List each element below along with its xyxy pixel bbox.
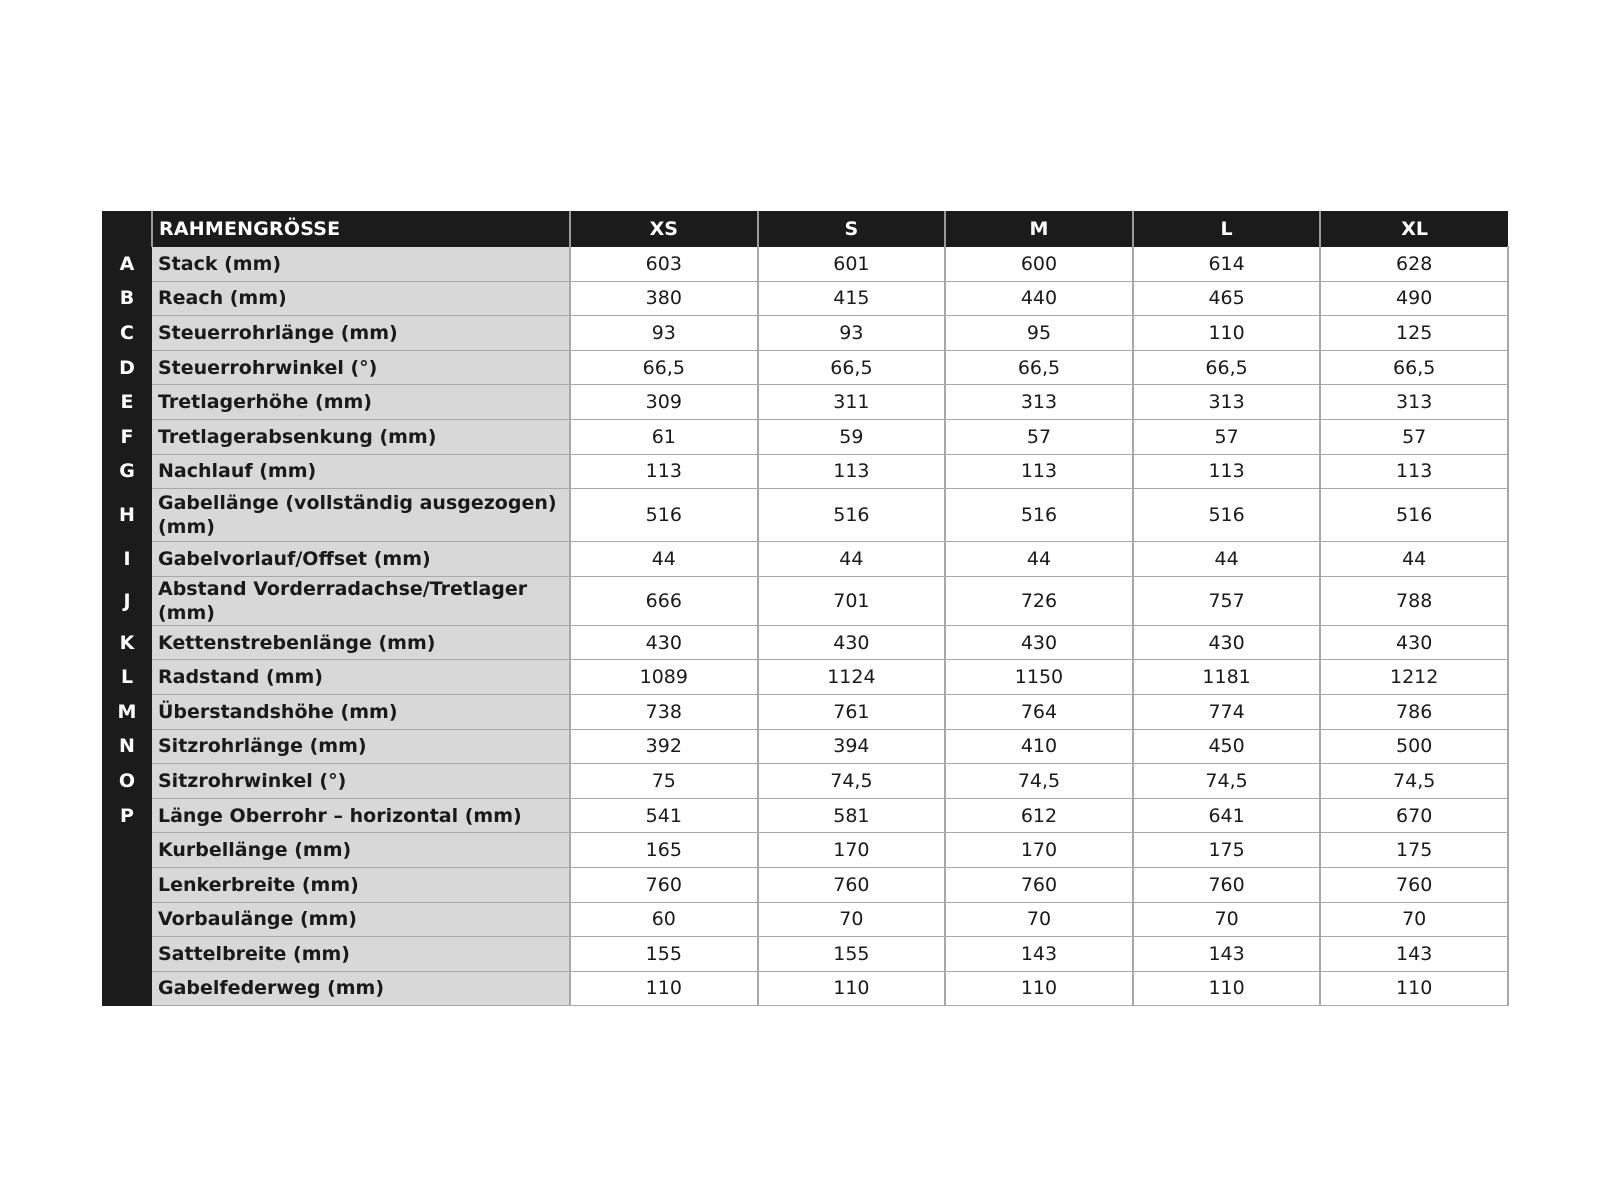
value-cell-l: 110	[1133, 316, 1321, 351]
value-cell-m: 74,5	[945, 764, 1133, 799]
table-row	[102, 419, 1508, 454]
value-cell-xl: 44	[1320, 542, 1508, 577]
row-letter: D	[102, 350, 152, 385]
table-row	[102, 385, 1508, 420]
value-cell-m: 1150	[945, 660, 1133, 695]
row-letter: F	[102, 419, 152, 454]
value-cell-l: 57	[1133, 419, 1321, 454]
header-size-m: M	[945, 211, 1133, 247]
row-label: Gabellänge (vollständig ausgezogen) (mm)	[152, 489, 570, 542]
value-cell-s: 44	[758, 542, 946, 577]
table-row	[102, 281, 1508, 316]
value-cell-xl: 670	[1320, 798, 1508, 833]
value-cell-s: 601	[758, 247, 946, 282]
row-label: Lenkerbreite (mm)	[152, 867, 570, 902]
row-label: Länge Oberrohr – horizontal (mm)	[152, 798, 570, 833]
value-cell-s: 70	[758, 902, 946, 937]
value-cell-xl: 490	[1320, 281, 1508, 316]
value-cell-s: 311	[758, 385, 946, 420]
value-cell-s: 415	[758, 281, 946, 316]
value-cell-xl: 430	[1320, 625, 1508, 660]
value-cell-s: 761	[758, 694, 946, 729]
table-body	[102, 247, 1508, 1006]
value-cell-xl: 125	[1320, 316, 1508, 351]
table-row	[102, 729, 1508, 764]
value-cell-xs: 110	[570, 971, 758, 1006]
row-letter: N	[102, 729, 152, 764]
value-cell-xs: 75	[570, 764, 758, 799]
table-row	[102, 971, 1508, 1006]
value-cell-m: 760	[945, 867, 1133, 902]
value-cell-s: 516	[758, 489, 946, 542]
value-cell-s: 430	[758, 625, 946, 660]
table-row	[102, 937, 1508, 972]
value-cell-m: 440	[945, 281, 1133, 316]
value-cell-s: 110	[758, 971, 946, 1006]
value-cell-xl: 113	[1320, 454, 1508, 489]
row-label: Sitzrohrlänge (mm)	[152, 729, 570, 764]
row-label: Gabelvorlauf/Offset (mm)	[152, 542, 570, 577]
table-row	[102, 833, 1508, 868]
row-letter: K	[102, 625, 152, 660]
row-label: Tretlagerabsenkung (mm)	[152, 419, 570, 454]
value-cell-xs: 93	[570, 316, 758, 351]
value-cell-xl: 760	[1320, 867, 1508, 902]
value-cell-m: 44	[945, 542, 1133, 577]
row-letter	[102, 937, 152, 972]
header-size-l: L	[1133, 211, 1321, 247]
row-label: Gabelfederweg (mm)	[152, 971, 570, 1006]
row-label: Sattelbreite (mm)	[152, 937, 570, 972]
value-cell-l: 760	[1133, 867, 1321, 902]
value-cell-l: 757	[1133, 576, 1321, 625]
table-row	[102, 489, 1508, 542]
value-cell-xs: 44	[570, 542, 758, 577]
value-cell-s: 155	[758, 937, 946, 972]
value-cell-m: 430	[945, 625, 1133, 660]
value-cell-l: 641	[1133, 798, 1321, 833]
row-letter: O	[102, 764, 152, 799]
row-label: Sitzrohrwinkel (°)	[152, 764, 570, 799]
value-cell-xl: 143	[1320, 937, 1508, 972]
value-cell-s: 93	[758, 316, 946, 351]
row-letter: J	[102, 576, 152, 625]
value-cell-xl: 628	[1320, 247, 1508, 282]
value-cell-xl: 1212	[1320, 660, 1508, 695]
table-row	[102, 902, 1508, 937]
value-cell-m: 66,5	[945, 350, 1133, 385]
value-cell-m: 95	[945, 316, 1133, 351]
row-label: Stack (mm)	[152, 247, 570, 282]
value-cell-s: 170	[758, 833, 946, 868]
value-cell-xl: 175	[1320, 833, 1508, 868]
table-row	[102, 764, 1508, 799]
row-label: Überstandshöhe (mm)	[152, 694, 570, 729]
value-cell-l: 465	[1133, 281, 1321, 316]
row-letter	[102, 971, 152, 1006]
value-cell-s: 1124	[758, 660, 946, 695]
value-cell-xl: 786	[1320, 694, 1508, 729]
value-cell-xs: 155	[570, 937, 758, 972]
value-cell-m: 110	[945, 971, 1133, 1006]
table-row	[102, 247, 1508, 282]
value-cell-m: 170	[945, 833, 1133, 868]
value-cell-l: 175	[1133, 833, 1321, 868]
value-cell-xs: 430	[570, 625, 758, 660]
value-cell-m: 764	[945, 694, 1133, 729]
table-row	[102, 542, 1508, 577]
value-cell-xs: 603	[570, 247, 758, 282]
value-cell-l: 516	[1133, 489, 1321, 542]
geometry-table	[102, 211, 1509, 1006]
value-cell-l: 1181	[1133, 660, 1321, 695]
value-cell-m: 70	[945, 902, 1133, 937]
row-letter: B	[102, 281, 152, 316]
value-cell-xs: 1089	[570, 660, 758, 695]
value-cell-l: 74,5	[1133, 764, 1321, 799]
value-cell-s: 581	[758, 798, 946, 833]
value-cell-xs: 666	[570, 576, 758, 625]
value-cell-m: 600	[945, 247, 1133, 282]
value-cell-xs: 541	[570, 798, 758, 833]
row-letter	[102, 833, 152, 868]
table-row	[102, 454, 1508, 489]
row-label: Steuerrohrlänge (mm)	[152, 316, 570, 351]
value-cell-xs: 66,5	[570, 350, 758, 385]
value-cell-xs: 165	[570, 833, 758, 868]
table-row	[102, 798, 1508, 833]
value-cell-xs: 392	[570, 729, 758, 764]
row-letter	[102, 902, 152, 937]
value-cell-l: 614	[1133, 247, 1321, 282]
value-cell-xl: 516	[1320, 489, 1508, 542]
row-letter: G	[102, 454, 152, 489]
value-cell-l: 66,5	[1133, 350, 1321, 385]
value-cell-l: 143	[1133, 937, 1321, 972]
value-cell-l: 774	[1133, 694, 1321, 729]
table-row	[102, 867, 1508, 902]
value-cell-l: 313	[1133, 385, 1321, 420]
value-cell-l: 430	[1133, 625, 1321, 660]
value-cell-xl: 313	[1320, 385, 1508, 420]
value-cell-s: 701	[758, 576, 946, 625]
row-label: Radstand (mm)	[152, 660, 570, 695]
value-cell-l: 70	[1133, 902, 1321, 937]
value-cell-s: 59	[758, 419, 946, 454]
value-cell-xl: 788	[1320, 576, 1508, 625]
value-cell-xs: 61	[570, 419, 758, 454]
value-cell-xl: 500	[1320, 729, 1508, 764]
value-cell-s: 66,5	[758, 350, 946, 385]
value-cell-l: 113	[1133, 454, 1321, 489]
value-cell-xs: 738	[570, 694, 758, 729]
row-letter: M	[102, 694, 152, 729]
value-cell-l: 450	[1133, 729, 1321, 764]
header-frame-size: RAHMENGRÖSSE	[152, 211, 570, 247]
row-label: Kettenstrebenlänge (mm)	[152, 625, 570, 660]
value-cell-xs: 760	[570, 867, 758, 902]
header-row	[102, 211, 1508, 247]
table-row	[102, 694, 1508, 729]
value-cell-s: 113	[758, 454, 946, 489]
row-label: Kurbellänge (mm)	[152, 833, 570, 868]
row-letter: C	[102, 316, 152, 351]
row-letter	[102, 867, 152, 902]
row-label: Vorbaulänge (mm)	[152, 902, 570, 937]
table-row	[102, 625, 1508, 660]
table-row	[102, 576, 1508, 625]
value-cell-m: 726	[945, 576, 1133, 625]
value-cell-xs: 60	[570, 902, 758, 937]
value-cell-m: 57	[945, 419, 1133, 454]
value-cell-xl: 74,5	[1320, 764, 1508, 799]
header-size-s: S	[758, 211, 946, 247]
header-letter-cell	[102, 211, 152, 247]
value-cell-s: 394	[758, 729, 946, 764]
row-letter: A	[102, 247, 152, 282]
value-cell-xl: 66,5	[1320, 350, 1508, 385]
value-cell-xl: 110	[1320, 971, 1508, 1006]
table-row	[102, 660, 1508, 695]
value-cell-m: 516	[945, 489, 1133, 542]
row-letter: E	[102, 385, 152, 420]
row-label: Tretlagerhöhe (mm)	[152, 385, 570, 420]
row-letter: H	[102, 489, 152, 542]
value-cell-m: 410	[945, 729, 1133, 764]
value-cell-m: 143	[945, 937, 1133, 972]
value-cell-xs: 113	[570, 454, 758, 489]
row-label: Reach (mm)	[152, 281, 570, 316]
value-cell-xl: 70	[1320, 902, 1508, 937]
row-letter: I	[102, 542, 152, 577]
value-cell-s: 74,5	[758, 764, 946, 799]
table-row	[102, 316, 1508, 351]
value-cell-xs: 309	[570, 385, 758, 420]
table-row	[102, 350, 1508, 385]
row-letter: L	[102, 660, 152, 695]
header-size-xl: XL	[1320, 211, 1508, 247]
value-cell-m: 612	[945, 798, 1133, 833]
value-cell-l: 44	[1133, 542, 1321, 577]
row-label: Steuerrohrwinkel (°)	[152, 350, 570, 385]
value-cell-xl: 57	[1320, 419, 1508, 454]
value-cell-m: 313	[945, 385, 1133, 420]
value-cell-m: 113	[945, 454, 1133, 489]
value-cell-l: 110	[1133, 971, 1321, 1006]
row-label: Abstand Vorderradachse/Tretlager (mm)	[152, 576, 570, 625]
value-cell-xs: 380	[570, 281, 758, 316]
row-letter: P	[102, 798, 152, 833]
value-cell-s: 760	[758, 867, 946, 902]
row-label: Nachlauf (mm)	[152, 454, 570, 489]
header-size-xs: XS	[570, 211, 758, 247]
value-cell-xs: 516	[570, 489, 758, 542]
